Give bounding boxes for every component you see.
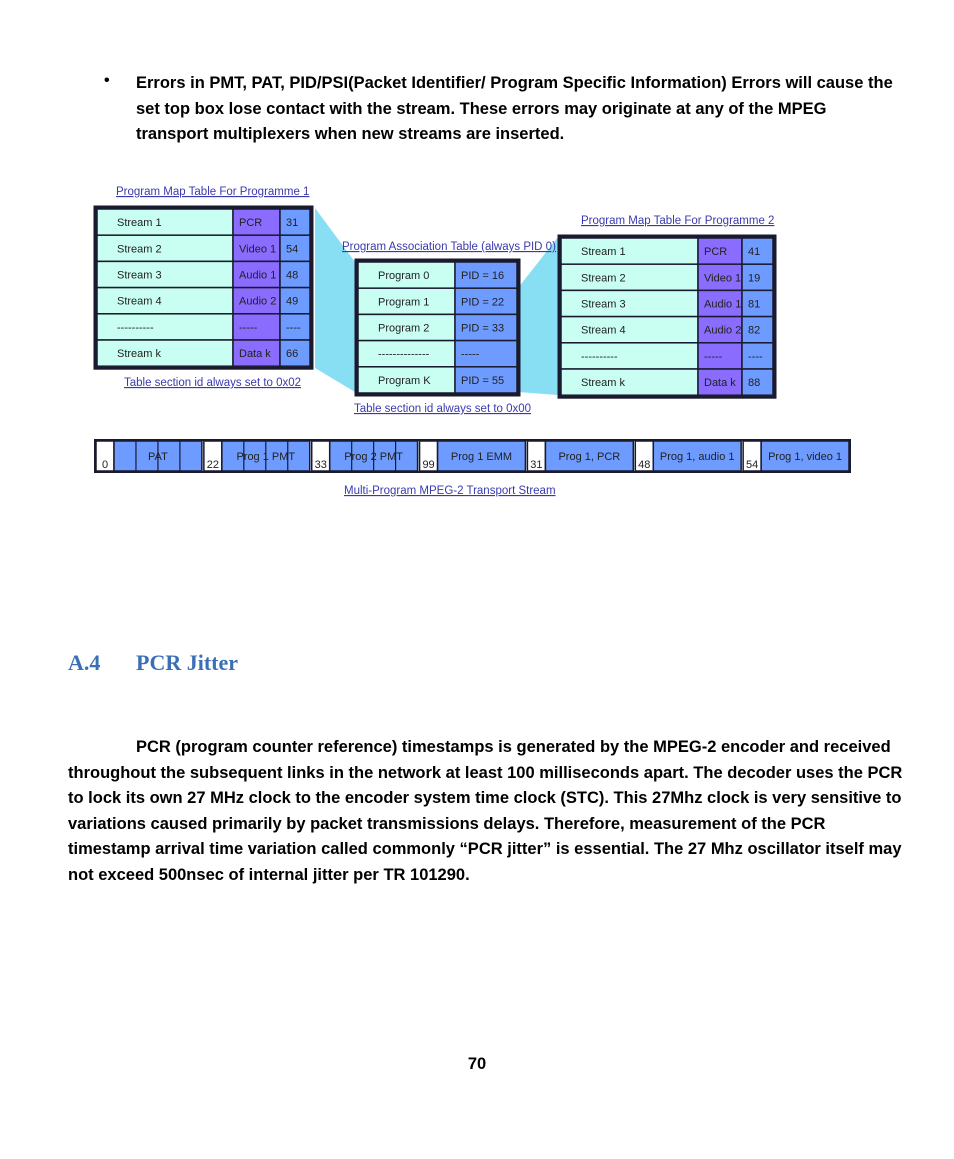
stream-payload-label: PAT bbox=[148, 451, 168, 463]
pmt2-cell-text: ---------- bbox=[581, 350, 618, 363]
stream-header-label: 33 bbox=[314, 459, 327, 471]
pmt2-title: Program Map Table For Programme 2 bbox=[581, 215, 775, 227]
pat-cell-text: Program 0 bbox=[378, 270, 430, 283]
pmt1-cell-text: 66 bbox=[286, 348, 299, 361]
pat-cell-text: PID = 33 bbox=[461, 322, 505, 335]
pmt1-caption: Table section id always set to 0x02 bbox=[124, 377, 302, 389]
pat-cell-text: -------------- bbox=[378, 348, 430, 361]
stream-header-label: 48 bbox=[638, 459, 651, 471]
pmt2-cell-text: Audio 1 bbox=[704, 298, 742, 311]
pmt1-cell-text: Stream 3 bbox=[117, 269, 162, 282]
pat-cell-text: PID = 16 bbox=[461, 270, 505, 283]
pat-cell-text: Program 2 bbox=[378, 322, 430, 335]
pmt2-cell-text: Stream k bbox=[581, 377, 626, 390]
stream-payload-label: Prog 1, audio 1 bbox=[659, 451, 735, 463]
pat-caption: Table section id always set to 0x00 bbox=[354, 403, 532, 415]
mpeg-transport-diagram bbox=[0, 0, 954, 520]
pmt1-cell-text: PCR bbox=[239, 217, 263, 230]
pmt1-cell-text: 31 bbox=[286, 217, 299, 230]
pat-title: Program Association Table (always PID 0) bbox=[342, 241, 556, 253]
pcr-paragraph-text: PCR (program counter reference) timestamps is generated by the MPEG-2 encoder and received throughout the subsequent links in the network at least 100 milliseconds apart. The decoder uses the PCR to lock its own 27 MHz clock to the encoder system time clock (STC). This 27Mhz clock is very sensitive to variations caused primarily by packet transmissions delays. Therefore, measurement of the PCR timestamp arrival time variation called commonly “PCR jitter” is essential. The 27 Mhz oscillator itself may not exceed 500nsec of internal jitter per TR 101290. bbox=[68, 738, 903, 884]
pat-cell-text: ----- bbox=[461, 348, 480, 361]
stream-payload-label: Prog 1, video 1 bbox=[768, 451, 843, 463]
pmt2-cell-text: Stream 1 bbox=[581, 246, 626, 259]
pmt2-cell-text: 82 bbox=[748, 324, 761, 337]
pat-cell-text: Program 1 bbox=[378, 296, 430, 309]
pmt1-cell-text: Data k bbox=[239, 348, 271, 361]
pmt1-cell-text: Stream 2 bbox=[117, 243, 162, 256]
stream-header-label: 22 bbox=[206, 459, 219, 471]
stream-payload-label: Prog 1 PMT bbox=[236, 451, 296, 463]
pmt2-cell-text: Audio 2 bbox=[704, 324, 742, 337]
section-heading bbox=[68, 650, 238, 676]
stream-header-label: 0 bbox=[101, 459, 109, 471]
pmt1-cell-text: 49 bbox=[286, 295, 299, 308]
pmt2-cell-text: Stream 4 bbox=[581, 324, 626, 337]
bullet-symbol: • bbox=[104, 72, 110, 89]
pmt2-cell-text: 88 bbox=[748, 377, 761, 390]
pmt2-cell-text: ----- bbox=[704, 350, 723, 363]
stream-payload-label: Prog 2 PMT bbox=[344, 451, 403, 463]
pat-cell-text: PID = 55 bbox=[461, 374, 505, 387]
pmt1-cell-text: Audio 2 bbox=[239, 295, 277, 308]
stream-payload-label: Prog 1, PCR bbox=[558, 451, 621, 463]
stream-header-label: 54 bbox=[746, 459, 759, 471]
stream-header-label: 99 bbox=[422, 459, 435, 471]
pmt1-cell-text: ---------- bbox=[117, 321, 154, 334]
pmt2-cell-text: Stream 3 bbox=[581, 298, 626, 311]
pmt1-cell-text: Stream 1 bbox=[117, 217, 162, 230]
section-number: A.4 bbox=[68, 650, 101, 675]
pmt1-cell-text: 54 bbox=[286, 243, 299, 256]
pmt1-cell-text: Video 1 bbox=[239, 243, 277, 256]
pmt1-title: Program Map Table For Programme 1 bbox=[116, 186, 310, 198]
pmt2-cell-text: 81 bbox=[748, 298, 761, 311]
pmt2-cell-text: 19 bbox=[748, 272, 761, 285]
pmt1-cell-text: Audio 1 bbox=[239, 269, 277, 282]
pmt2-cell-text: ---- bbox=[748, 350, 763, 363]
pmt2-cell-text: Stream 2 bbox=[581, 272, 626, 285]
pmt2-cell-text: 41 bbox=[748, 246, 761, 259]
pmt2-cell-text: PCR bbox=[704, 246, 728, 259]
pat-cell-text: Program K bbox=[378, 374, 431, 387]
pmt2-cell-text: Video 1 bbox=[704, 272, 742, 285]
pmt1-cell-text: 48 bbox=[286, 269, 299, 282]
stream-caption: Multi-Program MPEG-2 Transport Stream bbox=[344, 485, 556, 497]
pmt1-connector bbox=[315, 208, 355, 392]
stream-payload-label: Prog 1 EMM bbox=[450, 451, 513, 463]
bullet-text: Errors in PMT, PAT, PID/PSI(Packet Identifier/ Program Specific Information) Errors will cause the set top box lose contact with the stream. These errors may originate at any of the MPEG transport multiplexers when new streams are inserted. bbox=[136, 74, 893, 143]
pmt1-cell-text: Stream 4 bbox=[117, 295, 162, 308]
pcr-paragraph bbox=[68, 735, 908, 889]
pmt2-cell-text: Data k bbox=[704, 377, 736, 390]
page-number: 70 bbox=[467, 1055, 487, 1073]
pat-cell-text: PID = 22 bbox=[461, 296, 505, 309]
pmt1-cell-text: ----- bbox=[239, 321, 258, 334]
pmt2-connector bbox=[518, 237, 558, 395]
section-title: PCR Jitter bbox=[136, 650, 239, 675]
pmt1-cell-text: ---- bbox=[286, 321, 301, 334]
pmt1-cell-text: Stream k bbox=[117, 348, 162, 361]
stream-header-label: 31 bbox=[530, 459, 543, 471]
